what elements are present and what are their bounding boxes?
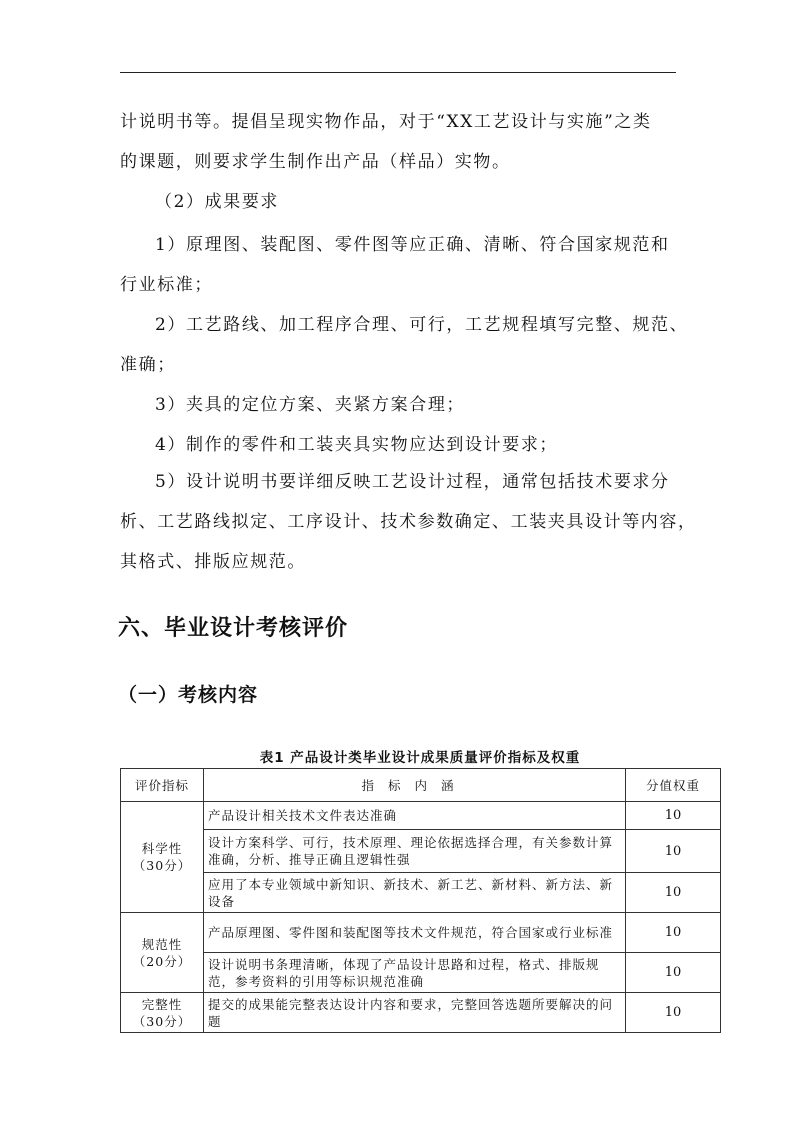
- category-cell: [121, 913, 204, 993]
- paragraph-line: 准确；: [120, 355, 176, 375]
- table-row: [121, 953, 721, 993]
- category-points: （30分）: [132, 1013, 192, 1029]
- requirement-item-4: 4）制作的零件和工装夹具实物应达到设计要求；: [155, 435, 559, 455]
- requirement-item-2: 2）工艺路线、加工程序合理、可行，工艺规程填写完整、规范、: [155, 315, 689, 335]
- content-cell: 产品原理图、零件图和装配图等技术文件规范，符合国家或行业标准: [204, 913, 626, 953]
- table-header-row: [121, 769, 721, 802]
- paragraph-line: 计说明书等。提倡呈现实物作品，对于“XX工艺设计与实施”之类: [120, 112, 652, 132]
- category-name: 完整性: [141, 996, 183, 1012]
- content-cell: 应用了本专业领域中新知识、新技术、新工艺、新材料、新方法、新设备: [204, 873, 626, 913]
- category-name: 科学性: [141, 841, 183, 856]
- header-rule: [120, 72, 676, 73]
- category-points: （30分）: [132, 858, 192, 873]
- score-cell: 10: [626, 873, 721, 913]
- paragraph-line: 其格式、排版应规范。: [120, 552, 306, 572]
- evaluation-table: [120, 768, 721, 1033]
- table-row: [121, 873, 721, 913]
- section-subtitle: （2）成果要求: [155, 192, 280, 212]
- table-row: [121, 802, 721, 830]
- paragraph-line: 行业标准；: [120, 275, 213, 295]
- score-cell: 10: [626, 913, 721, 953]
- header-weight: 分值权重: [626, 769, 721, 802]
- category-points: （20分）: [132, 953, 192, 969]
- table-row: [121, 993, 721, 1033]
- score-cell: 10: [626, 802, 721, 830]
- score-cell: 10: [626, 993, 721, 1033]
- header-content: 指标内涵: [204, 769, 626, 802]
- category-cell: [121, 993, 204, 1033]
- category-name: 规范性: [141, 936, 183, 952]
- content-cell: 提交的成果能完整表达设计内容和要求，完整回答选题所要解决的问题: [204, 993, 626, 1033]
- paragraph-line: 析、工艺路线拟定、工序设计、技术参数确定、工装夹具设计等内容，: [120, 512, 697, 532]
- requirement-item-5: 5）设计说明书要详细反映工艺设计过程，通常包括技术要求分: [155, 472, 670, 492]
- paragraph-line: 的课题，则要求学生制作出产品（样品）实物。: [120, 152, 511, 172]
- score-cell: 10: [626, 953, 721, 993]
- category-cell: [121, 802, 204, 913]
- score-cell: 10: [626, 830, 721, 873]
- table-row: [121, 830, 721, 873]
- table-row: [121, 913, 721, 953]
- content-cell: 设计方案科学、可行，技术原理、理论依据选择合理，有关参数计算准确，分析、推导正确且逻辑性强: [204, 830, 626, 873]
- header-indicator: 评价指标: [121, 769, 204, 802]
- requirement-item-3: 3）夹具的定位方案、夹紧方案合理；: [155, 395, 466, 415]
- requirement-item-1: 1）原理图、装配图、零件图等应正确、清晰、符合国家规范和: [155, 235, 670, 255]
- subsection-heading: （一）考核内容: [118, 684, 259, 706]
- content-cell: 设计说明书条理清晰，体现了产品设计思路和过程，格式、排版规范，参考资料的引用等标识规范准确: [204, 953, 626, 993]
- table-caption: 表1 产品设计类毕业设计成果质量评价指标及权重: [259, 750, 581, 766]
- section-heading: 六、毕业设计考核评价: [118, 616, 349, 641]
- content-cell: 产品设计相关技术文件表达准确: [204, 802, 626, 830]
